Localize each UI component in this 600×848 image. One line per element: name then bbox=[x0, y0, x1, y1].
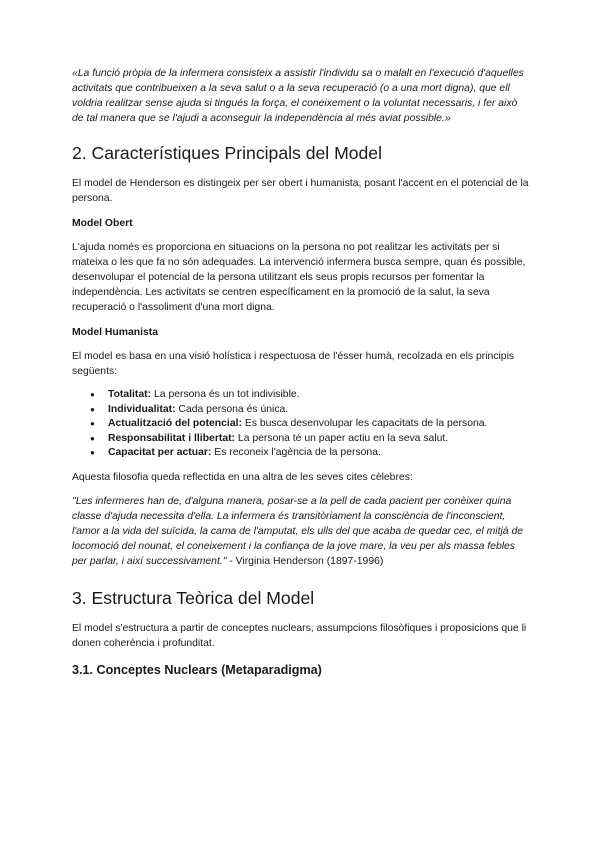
humanist-model-title: Model Humanista bbox=[72, 327, 159, 338]
list-item bbox=[94, 432, 530, 447]
section-3-heading: 3. Estructura Teòrica del Model bbox=[72, 587, 315, 608]
principle-term: Totalitat: bbox=[108, 389, 152, 400]
principle-term: Responsabilitat i llibertat: bbox=[108, 432, 236, 444]
section-3-1-heading: 3.1. Conceptes Nuclears (Metaparadigma) bbox=[72, 662, 322, 677]
principle-desc: Es busca desenvolupar les capacitats de la persona. bbox=[241, 418, 488, 429]
principle-term: Individualitat: bbox=[108, 403, 176, 415]
principles-list bbox=[72, 388, 530, 461]
henderson-quote: "Les infermeres han de, d'alguna manera, posar-se a la pell de cada pacient per conèixer quina classe d'ajuda necessita d'ella. La infermera és transitòriament la consciència de l'inconscient, l'amor a la vida del suïcida, la cama de l'amputat, els ulls del que acaba de quedar cec, el mitjà de locomoció del nounat, el coneixement i la confiança de la jove mare, la veu per als massa febles per parlar, i així successivament." bbox=[72, 495, 524, 567]
open-model-text: L'ajuda només es proporciona en situacions on la persona no pot realitzar les activitats per si mateixa o les que fa no són adequades. La intervenció infermera busca sempre, quan és possible, desenvolupar el potencial de la persona utilitzant els seus propis recursos per fomentar la independència. Les activitats se centren específicament en la promoció de la salut, la seva recuperació o l'assoliment d'una mort digna. bbox=[72, 242, 526, 313]
principle-term: Actualització del potencial: bbox=[108, 418, 242, 429]
section-2-heading: 2. Característiques Principals del Model bbox=[72, 143, 382, 163]
humanist-model-text: El model es basa en una visió holística i respectuosa de l'ésser humà, recolzada en els principis següents: bbox=[72, 351, 515, 377]
henderson-attribution: - Virginia Henderson (1897-1996) bbox=[226, 555, 384, 567]
principle-desc: Cada persona és única. bbox=[175, 403, 289, 415]
principle-desc: La persona és un tot indivisible. bbox=[151, 389, 300, 400]
list-item bbox=[94, 388, 530, 403]
principle-desc: Es reconeix l'agència de la persona. bbox=[211, 447, 381, 458]
section-3-intro: El model s'estructura a partir de conceptes nuclears, assumpcions filosòfiques i proposicions que li donen coherència i profunditat. bbox=[72, 622, 527, 649]
list-item bbox=[94, 417, 530, 432]
list-item bbox=[94, 446, 530, 461]
list-item bbox=[94, 403, 530, 418]
document-page bbox=[72, 66, 530, 678]
open-model-title: Model Obert bbox=[72, 218, 133, 229]
philosophy-text: Aquesta filosofia queda reflectida en una altra de les seves cites cèlebres: bbox=[72, 471, 413, 483]
principle-desc: La persona té un paper actiu en la seva salut. bbox=[235, 432, 449, 444]
section-2-intro: El model de Henderson es distingeix per ser obert i humanista, posant l'accent en el potencial de la persona. bbox=[72, 178, 529, 204]
intro-quote: «La funció pròpia de la infermera consisteix a assistir l'individu sa o malalt en l'execució d'aquelles activitats que contribueixen a la seva salut o a la seva recuperació (o a una mort digna), que ell voldria realitzar sense ajuda si tingués la força, el coneixement o la voluntat necessaris, i fer això de tal manera que se l'ajudi a aconseguir la independència al més aviat possible.» bbox=[72, 68, 524, 124]
principle-term: Capacitat per actuar: bbox=[108, 447, 212, 458]
henderson-quote-block bbox=[72, 494, 530, 569]
